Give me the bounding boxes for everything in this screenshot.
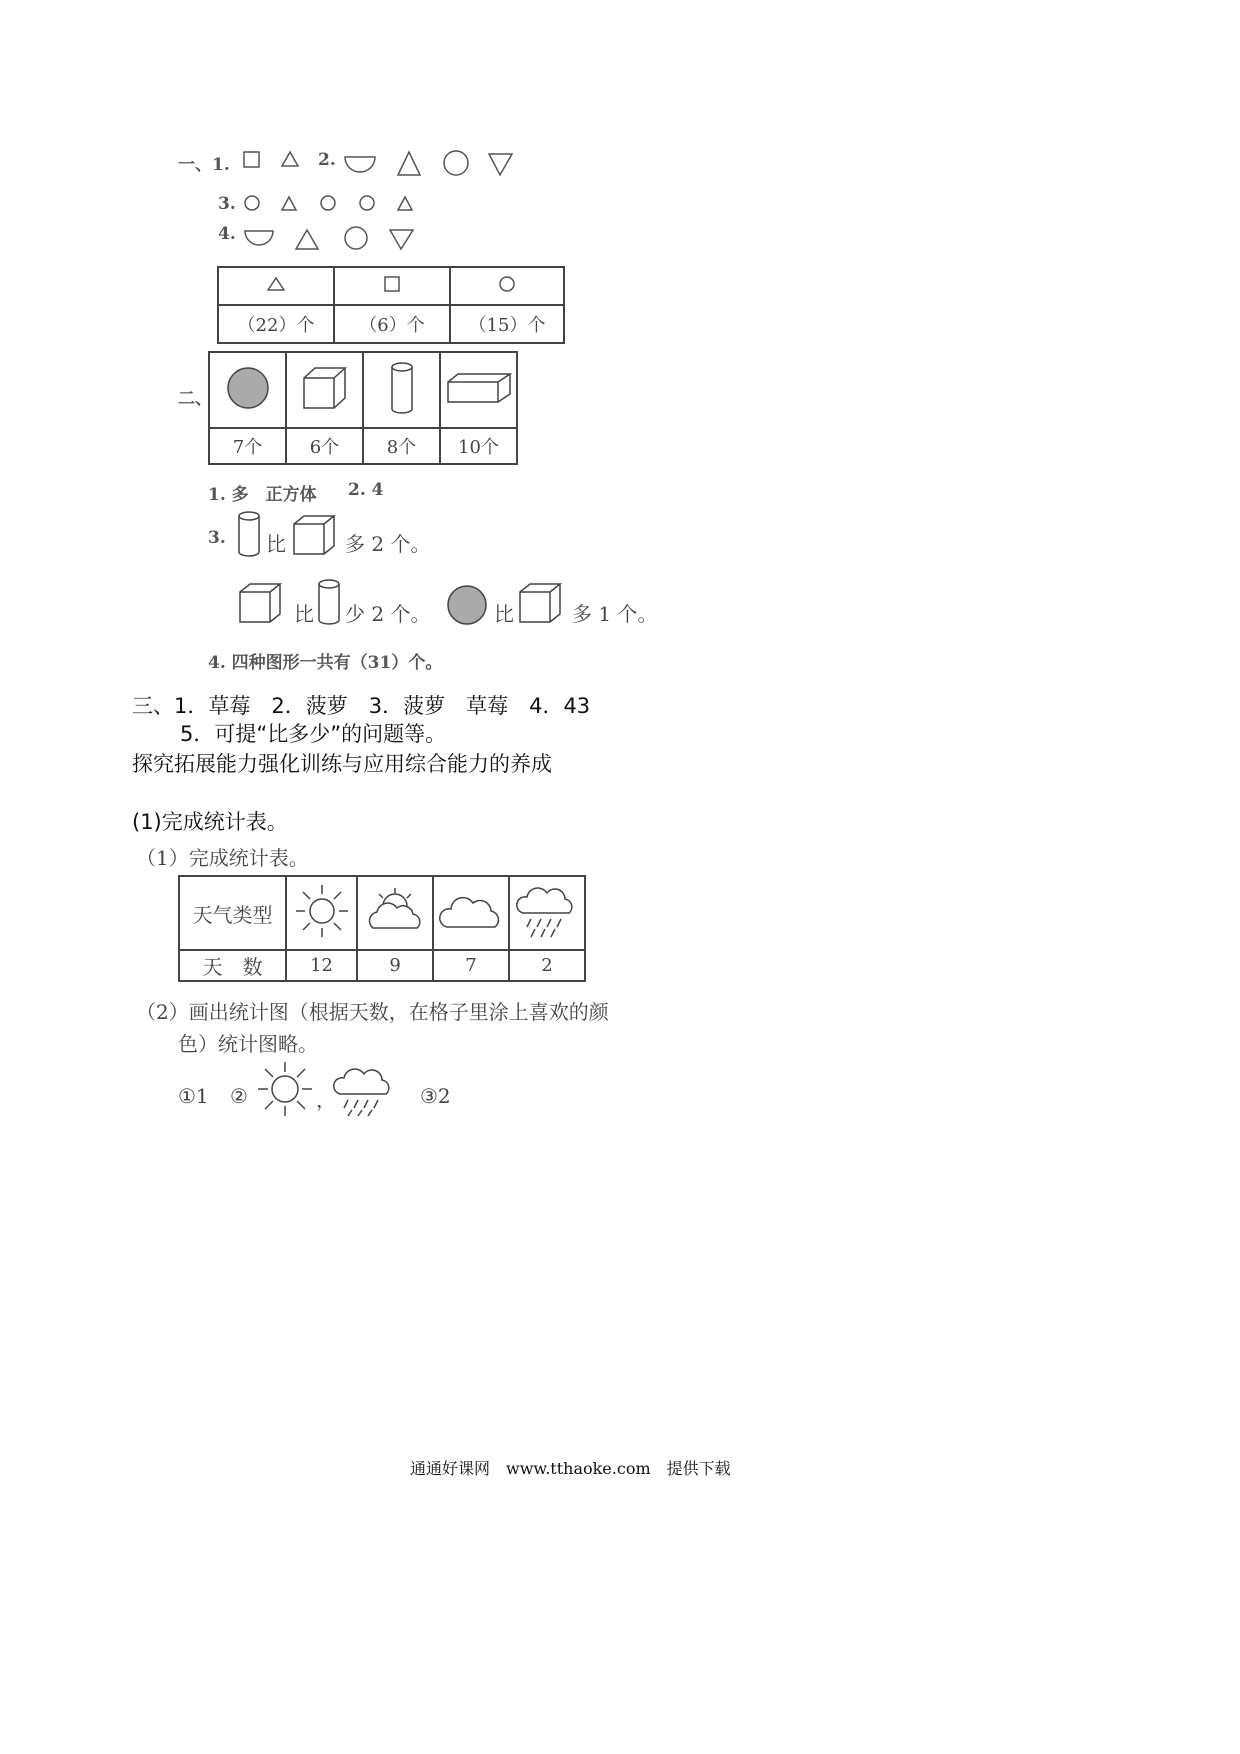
circle-icon xyxy=(345,227,367,249)
s1-n3: 3. xyxy=(218,194,236,214)
circle-icon xyxy=(443,150,471,178)
s3-line2: 5．可提“比多少”的问题等。 xyxy=(180,722,447,746)
count-sphere: 7个 xyxy=(209,428,286,464)
count-cube: 6个 xyxy=(286,428,363,464)
s2-q3: 3. xyxy=(208,528,226,548)
cube-icon xyxy=(518,582,562,624)
count-triangle: （22）个 xyxy=(218,305,334,343)
weather-table xyxy=(178,875,586,982)
triangle-icon xyxy=(280,150,304,170)
square-icon xyxy=(242,150,272,170)
answer-1: ①1 xyxy=(178,1084,209,1108)
circle-icon xyxy=(245,196,259,210)
solid-count-table xyxy=(208,351,518,465)
semicircle-icon xyxy=(343,155,379,179)
s2-label: 二、 xyxy=(178,389,212,409)
s1-n4: 4. xyxy=(218,224,236,244)
cylinder-icon xyxy=(236,510,262,558)
weather-q2b: 色）统计图略。 xyxy=(178,1032,318,1056)
days-rainy: 2 xyxy=(509,950,585,981)
footer: 通通好课网 www.tthaoke.com 提供下载 xyxy=(410,1459,731,1478)
cube-icon xyxy=(301,366,349,410)
cuboid-icon xyxy=(446,372,512,404)
count-circle: （15）个 xyxy=(450,305,564,343)
s2-q2: 2. 4 xyxy=(348,480,384,500)
inverted-triangle-icon xyxy=(390,230,413,249)
triangle-icon xyxy=(266,276,286,292)
s3-line1: 三、1．草莓 2．菠萝 3．菠萝 草莓 4．43 xyxy=(132,694,591,718)
cloudy-icon xyxy=(441,891,501,931)
circle-icon xyxy=(498,275,516,293)
s3-heading: 探究拓展能力强化训练与应用综合能力的养成 xyxy=(132,752,552,776)
sunny-icon xyxy=(256,1060,314,1118)
bi-3: 比 xyxy=(494,602,514,626)
less-2-text: 少 2 个。 xyxy=(345,602,431,626)
bi-1: 比 xyxy=(266,532,286,556)
triangle-icon xyxy=(396,150,424,178)
rainy-icon xyxy=(517,883,577,939)
row4-shapes xyxy=(243,228,433,256)
weather-header: 天气类型 xyxy=(179,876,286,950)
sphere-icon xyxy=(446,584,488,626)
triangle-icon xyxy=(282,197,296,210)
s2-q4: 4. 四种图形一共有（31）个。 xyxy=(208,653,443,673)
circle-icon xyxy=(321,196,335,210)
sunny-icon xyxy=(294,883,350,939)
weather-q1: （1）完成统计表。 xyxy=(136,846,309,870)
count-square: （6）个 xyxy=(334,305,450,343)
comma: ， xyxy=(316,1088,336,1112)
weather-q2a: （2）画出统计图（根据天数，在格子里涂上喜欢的颜 xyxy=(136,1000,609,1024)
days-label: 天 数 xyxy=(179,950,286,981)
s1-n2: 2. xyxy=(318,150,336,170)
days-partly-cloudy: 9 xyxy=(357,950,433,981)
count-cuboid: 10个 xyxy=(440,428,517,464)
cylinder-icon xyxy=(316,578,342,626)
row3-shapes xyxy=(243,194,433,214)
triangle-icon xyxy=(398,197,412,210)
triangle-icon xyxy=(296,230,318,249)
circle-icon xyxy=(360,196,374,210)
bi-2: 比 xyxy=(294,602,314,626)
more-2-text: 多 2 个。 xyxy=(345,532,431,556)
cylinder-icon xyxy=(390,361,414,415)
sphere-icon xyxy=(226,366,270,410)
cube-icon xyxy=(238,582,282,624)
days-cloudy: 7 xyxy=(433,950,509,981)
square-icon xyxy=(384,276,400,292)
partly-cloudy-icon xyxy=(365,886,425,936)
s3-sub1: (1)完成统计表。 xyxy=(132,810,288,834)
semicircle-icon xyxy=(245,231,273,245)
days-sunny: 12 xyxy=(286,950,357,981)
more-1-text: 多 1 个。 xyxy=(572,602,658,626)
count-cylinder: 8个 xyxy=(363,428,440,464)
shape-count-table xyxy=(217,266,565,344)
answer-3: ③2 xyxy=(420,1084,451,1108)
s1-n1: 一、1. xyxy=(178,155,230,175)
answer-2: ② xyxy=(230,1084,248,1108)
s2-q1: 1. 多 正方体 xyxy=(208,485,317,505)
rainy-icon xyxy=(334,1066,394,1118)
cube-icon xyxy=(292,514,336,556)
inverted-triangle-icon xyxy=(487,152,515,178)
